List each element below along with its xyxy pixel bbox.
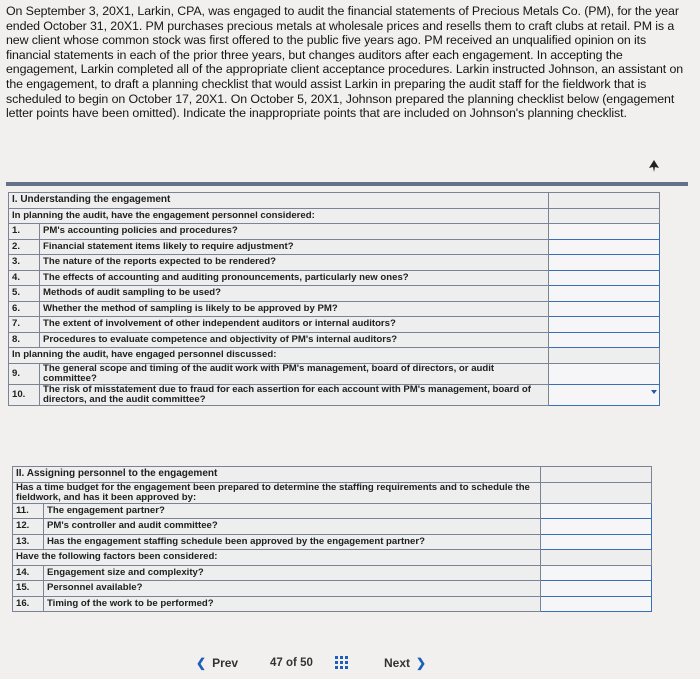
checklist-row	[9, 384, 660, 405]
checklist-row	[9, 224, 660, 240]
prev-button[interactable]	[196, 656, 238, 670]
item-text: The effects of accounting and auditing pronouncements, particularly new ones?	[40, 270, 549, 286]
checklist-row	[13, 596, 652, 612]
item-text: Personnel available?	[44, 581, 541, 597]
of-label: of	[286, 657, 297, 669]
item-number: 2.	[9, 239, 40, 255]
section-subheader: In planning the audit, have engaged personnel discussed:	[9, 348, 549, 364]
response-dropdown[interactable]	[549, 363, 660, 384]
item-number: 8.	[9, 332, 40, 348]
checklist-row	[9, 286, 660, 302]
item-number: 6.	[9, 301, 40, 317]
section-subheader: Has a time budget for the engagement been prepared to determine the staffing requirements and to schedule the fieldwork, and has it been approved by:	[13, 482, 541, 503]
next-label: Next	[384, 656, 411, 670]
item-text: PM's controller and audit committee?	[44, 519, 541, 535]
dropdown-arrow-icon[interactable]	[651, 390, 657, 394]
item-text: Procedures to evaluate competence and objectivity of PM's internal auditors?	[40, 332, 549, 348]
response-dropdown[interactable]	[541, 534, 652, 550]
item-number: 10.	[9, 384, 40, 405]
checklist-row	[9, 239, 660, 255]
response-dropdown[interactable]	[541, 581, 652, 597]
item-number: 13.	[13, 534, 44, 550]
response-dropdown[interactable]	[541, 519, 652, 535]
checklist-row	[13, 534, 652, 550]
item-number: 11.	[13, 503, 44, 519]
section-title: I. Understanding the engagement	[9, 193, 549, 209]
mouse-cursor-icon	[648, 160, 660, 172]
item-text: The risk of misstatement due to fraud for each assertion for each account with PM's management, board of directors, and the audit committee?	[40, 384, 549, 405]
item-number: 7.	[9, 317, 40, 333]
chevron-right-icon: ❯	[416, 656, 427, 670]
response-dropdown[interactable]	[549, 286, 660, 302]
current-page: 47	[270, 657, 283, 669]
item-text: Methods of audit sampling to be used?	[40, 286, 549, 302]
response-dropdown[interactable]	[541, 503, 652, 519]
planning-checklist-section-1	[8, 192, 660, 406]
item-text: The engagement partner?	[44, 503, 541, 519]
item-text: PM's accounting policies and procedures?	[40, 224, 549, 240]
section-subheader: In planning the audit, have the engagement personnel considered:	[9, 208, 549, 224]
response-dropdown[interactable]	[541, 565, 652, 581]
response-dropdown[interactable]	[549, 239, 660, 255]
response-dropdown[interactable]	[549, 384, 660, 405]
item-text: The general scope and timing of the audit work with PM's management, board of directors, or audit committee?	[40, 363, 549, 384]
checklist-row	[9, 317, 660, 333]
item-number: 16.	[13, 596, 44, 612]
item-text: Engagement size and complexity?	[44, 565, 541, 581]
item-text: Whether the method of sampling is likely to be approved by PM?	[40, 301, 549, 317]
checklist-row	[13, 565, 652, 581]
response-dropdown[interactable]	[549, 317, 660, 333]
item-number: 15.	[13, 581, 44, 597]
checklist-row	[13, 519, 652, 535]
item-text: Financial statement items likely to require adjustment?	[40, 239, 549, 255]
response-dropdown[interactable]	[549, 224, 660, 240]
total-pages: 50	[300, 657, 313, 669]
item-number: 14.	[13, 565, 44, 581]
chevron-left-icon: ❮	[196, 656, 207, 670]
planning-checklist-section-2	[12, 466, 652, 612]
item-number: 3.	[9, 255, 40, 271]
next-button[interactable]	[384, 656, 426, 670]
item-text: The extent of involvement of other independent auditors or internal auditors?	[40, 317, 549, 333]
pagination-bar	[0, 650, 700, 674]
checklist-row	[9, 363, 660, 384]
response-dropdown[interactable]	[549, 301, 660, 317]
item-text: Timing of the work to be performed?	[44, 596, 541, 612]
checklist-row	[9, 270, 660, 286]
checklist-row	[9, 301, 660, 317]
section-title: II. Assigning personnel to the engagement	[13, 467, 541, 483]
item-number: 12.	[13, 519, 44, 535]
item-number: 1.	[9, 224, 40, 240]
response-dropdown[interactable]	[549, 255, 660, 271]
item-number: 5.	[9, 286, 40, 302]
checklist-row	[9, 332, 660, 348]
item-number: 9.	[9, 363, 40, 384]
item-number: 4.	[9, 270, 40, 286]
response-dropdown[interactable]	[541, 596, 652, 612]
page-counter	[270, 657, 313, 669]
response-dropdown[interactable]	[549, 332, 660, 348]
item-text: Has the engagement staffing schedule been approved by the engagement partner?	[44, 534, 541, 550]
checklist-row	[13, 581, 652, 597]
item-text: The nature of the reports expected to be rendered?	[40, 255, 549, 271]
response-dropdown[interactable]	[549, 270, 660, 286]
checklist-row	[9, 255, 660, 271]
problem-statement: On September 3, 20X1, Larkin, CPA, was engaged to audit the financial statements of Precious Metals Co. (PM), for the year ended October 31, 20X1. PM purchases precious metals at wholesale prices and resells them to craft clubs at retail. PM is a new client whose common stock was first offered to the public five years ago. PM received an unqualified opinion on its financial statements in each of the prior three years, but changes auditors after each engagement. In accepting the engagement, Larkin completed all of the appropriate client acceptance procedures. Larkin instructed Johnson, an assistant on the engagement, to draft a planning checklist that would assist Larkin in preparing the audit staff for the fieldwork that is scheduled to begin on October 17, 20X1. On October 5, 20X1, Johnson prepared the planning checklist below (engagement letter points have been omitted). Indicate the inappropriate points that are included on Johnson's planning checklist.	[6, 4, 684, 121]
prev-label: Prev	[212, 656, 239, 670]
checklist-row	[13, 503, 652, 519]
section-subheader: Have the following factors been considered:	[13, 550, 541, 566]
section-divider	[6, 182, 688, 186]
grid-menu-icon[interactable]	[335, 656, 348, 669]
